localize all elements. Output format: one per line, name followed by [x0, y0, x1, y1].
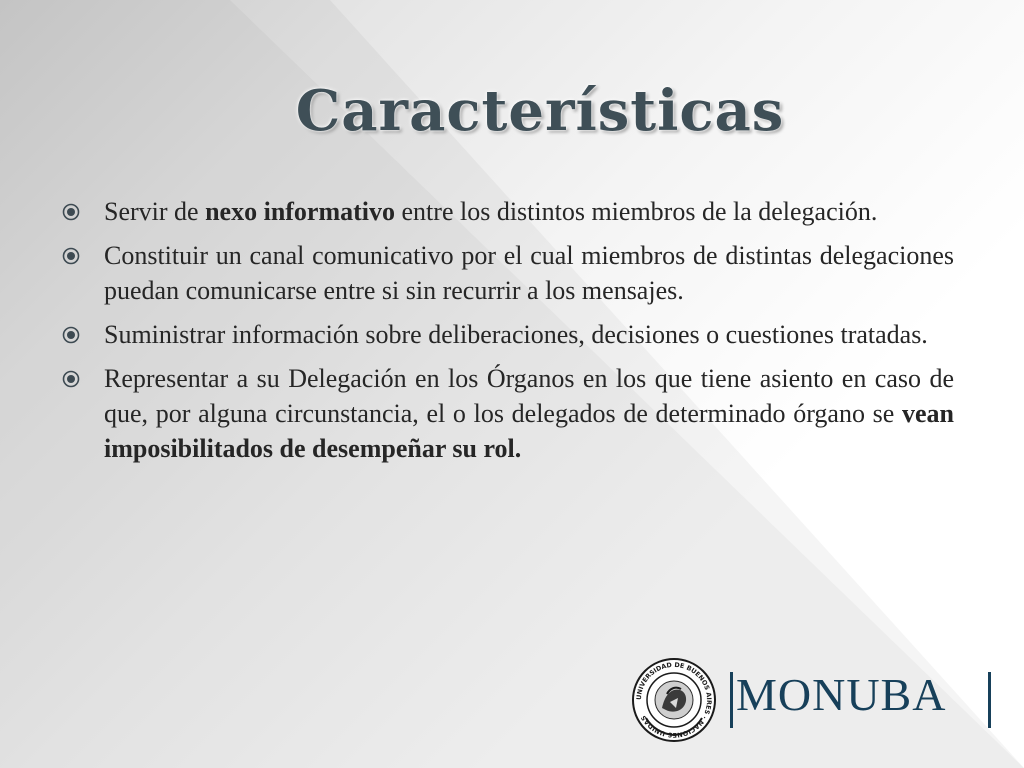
bullet-text-segment: Constituir un canal comunicativo por el cual miembros de distintas delegaciones puedan comunicarse entre si sin recurrir a los mensajes.: [104, 241, 954, 305]
bullet-text: [104, 317, 954, 352]
logo-left-bar: [730, 672, 733, 728]
circled-dot-icon: [62, 203, 80, 221]
monuba-logo: [632, 658, 996, 742]
bullet-text-segment: entre los distintos miembros de la delegación.: [395, 197, 878, 226]
slide-title: Características: [295, 78, 785, 144]
bullet-text-segment: Representar a su Delegación en los Órganos en los que tiene asiento en caso de que, por alguna circunstancia, el o los delegados de determinado órgano se: [104, 364, 954, 428]
circled-dot-icon: [62, 247, 80, 265]
bullet-text-bold: vean imposibilitados de desempeñar su rol.: [104, 399, 954, 463]
logo-text: MONUBA: [736, 669, 947, 720]
bullet-marker: [62, 238, 104, 308]
bullet-marker: [62, 361, 104, 466]
svg-text:UNIVERSIDAD DE BUENOS AIRES ·: UNIVERSIDAD DE BUENOS AIRES · NACIONES UNIDAS: [634, 660, 714, 740]
bullet-marker: [62, 317, 104, 352]
un-emblem-seal-icon: [632, 658, 716, 742]
bullet-item: [62, 194, 954, 229]
bullet-marker: [62, 194, 104, 229]
bullet-text-segment: Servir de: [104, 197, 206, 226]
logo-right-bar: [988, 672, 991, 728]
circled-dot-icon: [62, 326, 80, 344]
bullet-text: [104, 194, 954, 229]
bullet-item: [62, 238, 954, 308]
bullet-list: [62, 194, 954, 475]
bullet-text-segment: Suministrar información sobre deliberaciones, decisiones o cuestiones tratadas.: [104, 320, 928, 349]
circled-dot-icon: [62, 370, 80, 388]
bullet-text-bold: nexo informativo: [205, 197, 396, 226]
bullet-item: [62, 361, 954, 466]
bullet-text: [104, 238, 954, 308]
bullet-text: [104, 361, 954, 466]
bullet-item: [62, 317, 954, 352]
